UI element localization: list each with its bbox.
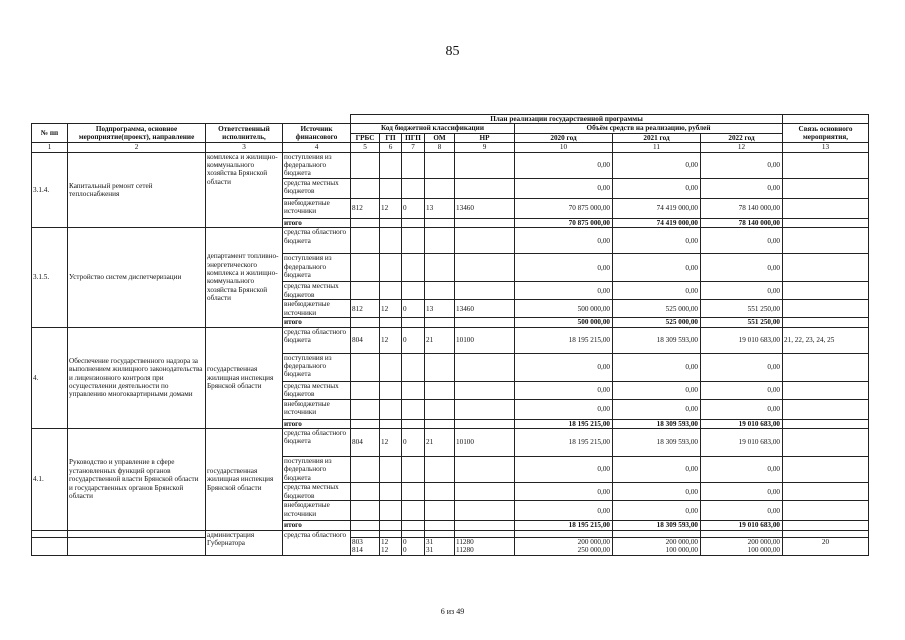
col-header-nr: НР [455,133,515,142]
col-header-executor: Ответственный исполнитель, [206,124,283,143]
code-gp: 12 [380,300,402,318]
amount-2020: 0,00 [515,457,613,483]
amount-2022: 0,00 [701,152,783,178]
total-2021: 18 309 593,00 [613,521,701,530]
source-extrabudget: внебюджетные источники [283,300,351,318]
source-federal: поступления из федерального бюджета [283,254,351,282]
code-nr: 10100 [455,327,515,353]
code-gp: 12 [380,198,402,218]
code-gp: 12 [380,429,402,457]
amount-2022: 0,00 [701,381,783,399]
item-number: 4.1. [32,429,68,531]
source-total: итого [283,419,351,428]
code-pgp: 0 [402,429,425,457]
col-number: 13 [783,143,869,152]
source-local: средства местных бюджетов [283,483,351,501]
col-header-grbs: ГРБС [351,133,380,142]
total-2021: 525 000,00 [613,318,701,327]
source-total: итого [283,218,351,227]
total-2020: 500 000,00 [515,318,613,327]
source-regional: средства областного [283,530,351,555]
table-row [32,327,869,353]
amount-2020: 0,00 [515,228,613,254]
table-row [32,228,869,254]
amount-2022: 0,00 [701,457,783,483]
total-2020: 18 195 215,00 [515,521,613,530]
amount-2022: 0,00 [701,178,783,198]
amount-2020: 18 195 215,00 [515,429,613,457]
source-extrabudget: внебюджетные источники [283,501,351,521]
amount-2021: 0,00 [613,228,701,254]
col-header-amount: Объём средств на реализацию, рублей [515,124,783,133]
amount-2021: 18 309 593,00 [613,429,701,457]
source-local: средства местных бюджетов [283,381,351,399]
item-executor: государственная жилищная инспекция Брянской области [206,327,283,428]
amount-2022: 0,00 [701,228,783,254]
amount-2021: 525 000,00 [613,300,701,318]
table-row [32,429,869,457]
table-row [32,152,869,178]
amount-2020: 0,00 [515,282,613,300]
amount-2020: 200 000,00 250 000,00 [515,537,613,555]
col-header-pgp: ПГП [402,133,425,142]
item-executor: администрация Губернатора [206,530,283,555]
amount-2022: 0,00 [701,399,783,419]
col-header-2021: 2021 год [613,133,701,142]
col-number: 6 [380,143,402,152]
item-number: 3.1.5. [32,228,68,327]
amount-2022: 19 010 683,00 [701,429,783,457]
amount-2021: 0,00 [613,178,701,198]
amount-2020: 0,00 [515,178,613,198]
col-header-link: Связь основного мероприятия, [783,124,869,143]
total-2021: 18 309 593,00 [613,419,701,428]
plan-title: План реализации государственной программы [351,115,783,124]
code-grbs: 803 814 [351,537,380,555]
col-number: 1 [32,143,68,152]
code-nr: 13460 [455,300,515,318]
amount-2021: 0,00 [613,381,701,399]
col-header-2020: 2020 год [515,133,613,142]
col-header-2022: 2022 год [701,133,783,142]
amount-2020: 0,00 [515,353,613,381]
source-total: итого [283,521,351,530]
amount-2021: 0,00 [613,353,701,381]
col-number: 11 [613,143,701,152]
amount-2021: 0,00 [613,282,701,300]
amount-2021: 0,00 [613,399,701,419]
source-extrabudget: внебюджетные источники [283,399,351,419]
col-number: 2 [68,143,206,152]
amount-2022: 551 250,00 [701,300,783,318]
source-federal: поступления из федерального бюджета [283,152,351,178]
col-header-gp: ГП [380,133,402,142]
amount-2020: 0,00 [515,399,613,419]
code-nr: 13460 [455,198,515,218]
amount-2022: 0,00 [701,501,783,521]
amount-2021: 200 000,00 100 000,00 [613,537,701,555]
col-header-code: Код бюджетной классификации [351,124,515,133]
source-regional: средства областного бюджета [283,429,351,457]
total-2021: 74 419 000,00 [613,218,701,227]
amount-2020: 500 000,00 [515,300,613,318]
total-2020: 70 875 000,00 [515,218,613,227]
amount-2021: 0,00 [613,501,701,521]
item-number: 4. [32,327,68,428]
code-grbs: 804 [351,327,380,353]
code-nr: 11280 11280 [455,537,515,555]
amount-2022: 0,00 [701,282,783,300]
item-executor: комплекса и жилищно-коммунального хозяйства Брянской области [206,152,283,228]
source-total: итого [283,318,351,327]
amount-2021: 0,00 [613,254,701,282]
amount-2022: 78 140 000,00 [701,198,783,218]
code-grbs: 812 [351,300,380,318]
code-gp: 12 [380,327,402,353]
col-number: 9 [455,143,515,152]
col-number: 5 [351,143,380,152]
code-gp: 12 12 [380,537,402,555]
amount-2021: 0,00 [613,457,701,483]
amount-2021: 0,00 [613,483,701,501]
code-grbs: 804 [351,429,380,457]
amount-2021: 0,00 [613,152,701,178]
code-om: 13 [425,198,455,218]
code-pgp: 0 [402,300,425,318]
col-number: 4 [283,143,351,152]
code-grbs: 812 [351,198,380,218]
item-executor: государственная жилищная инспекция Брянской области [206,429,283,531]
link-numbers: 20 [783,537,869,555]
page-footer: 6 из 49 [440,607,465,616]
col-header-no: № пп [32,124,68,143]
amount-2020: 0,00 [515,501,613,521]
col-header-source: Источник финансового [283,124,351,143]
source-regional: средства областного бюджета [283,327,351,353]
col-number: 3 [206,143,283,152]
amount-2021: 74 419 000,00 [613,198,701,218]
amount-2020: 0,00 [515,483,613,501]
col-number: 10 [515,143,613,152]
code-om: 21 [425,327,455,353]
link-numbers: 21, 22, 23, 24, 25 [783,327,869,353]
item-name: Руководство и управление в сфере установленных функций органов государственной власти Брянской области и государственных органов Брянской области [68,429,206,531]
amount-2020: 0,00 [515,381,613,399]
total-2022: 78 140 000,00 [701,218,783,227]
col-number: 12 [701,143,783,152]
code-pgp: 0 [402,198,425,218]
item-name: Обеспечение государственного надзора за выполнением жилищного законодательства и лицензионного контроля при осуществлении деятельности по управлению многоквартирными домами [68,327,206,428]
table-row [32,530,869,537]
col-number: 8 [425,143,455,152]
item-name: Устройство систем диспетчеризации [68,228,206,327]
col-header-subprogram: Подпрограмма, основное мероприятие(проект), направление [68,124,206,143]
amount-2020: 0,00 [515,254,613,282]
table-row [32,537,869,555]
page-number: 85 [445,44,460,59]
total-2022: 19 010 683,00 [701,419,783,428]
amount-2020: 18 195 215,00 [515,327,613,353]
col-header-om: ОМ [425,133,455,142]
amount-2020: 0,00 [515,152,613,178]
code-pgp: 0 0 [402,537,425,555]
source-local: средства местных бюджетов [283,178,351,198]
amount-2022: 0,00 [701,353,783,381]
total-2022: 19 010 683,00 [701,521,783,530]
amount-2022: 0,00 [701,483,783,501]
code-om: 31 31 [425,537,455,555]
amount-2021: 18 309 593,00 [613,327,701,353]
source-federal: поступления из федерального бюджета [283,353,351,381]
amount-2020: 70 875 000,00 [515,198,613,218]
source-federal: поступления из федерального бюджета [283,457,351,483]
source-extrabudget: внебюджетные источники [283,198,351,218]
total-2022: 551 250,00 [701,318,783,327]
col-number: 7 [402,143,425,152]
amount-2022: 0,00 [701,254,783,282]
code-om: 21 [425,429,455,457]
item-name: Капитальный ремонт сетей теплоснабжения [68,152,206,228]
amount-2022: 200 000,00 100 000,00 [701,537,783,555]
source-regional: средства областного бюджета [283,228,351,254]
code-pgp: 0 [402,327,425,353]
total-2020: 18 195 215,00 [515,419,613,428]
item-number: 3.1.4. [32,152,68,228]
code-nr: 10100 [455,429,515,457]
program-plan-table [31,114,869,556]
item-executor: департамент топливно-энергетического комплекса и жилищно-коммунального хозяйства Брянской области [206,228,283,327]
code-om: 13 [425,300,455,318]
source-local: средства местных бюджетов [283,282,351,300]
amount-2022: 19 010 683,00 [701,327,783,353]
column-number-row [32,143,869,152]
